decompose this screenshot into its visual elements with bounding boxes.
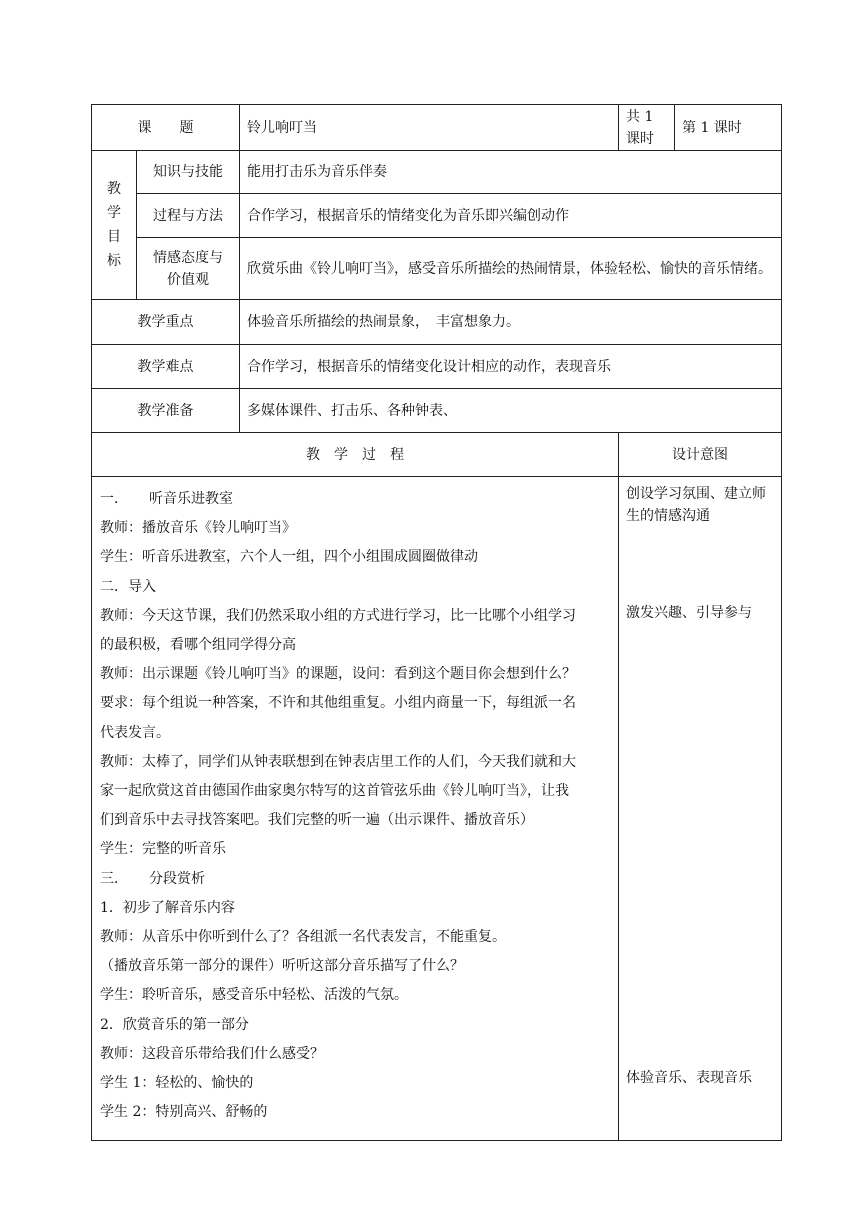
process-line: 学生：聆听音乐，感受音乐中轻松、活泼的气氛。 [100,987,408,1004]
process-line: 家一起欣赏这首由德国作曲家奥尔特写的这首管弦乐曲《铃儿响叮当》，让我 [100,783,569,800]
topic-value: 铃儿响叮当 [240,105,619,151]
process-line: 2．欣赏音乐的第一部分 [100,1016,249,1033]
emotion-values-label: 情感态度与 价值观 [137,238,240,300]
knowledge-skill-label: 知识与技能 [137,151,240,194]
knowledge-skill-value: 能用打击乐为音乐伴奏 [240,151,782,194]
process-method-label: 过程与方法 [137,194,240,238]
key-points-label: 教学重点 [92,300,240,345]
process-line: 教师：今天这节课，我们仍然采取小组的方式进行学习，比一比哪个小组学习 [100,607,576,624]
total-lessons: 共 1 课时 [619,105,675,151]
intent-content [619,477,782,1141]
process-line: 1．初步了解音乐内容 [100,899,235,916]
intent-header: 设计意图 [619,433,782,477]
topic-label: 课 题 [92,105,240,151]
difficulties-label: 教学难点 [92,345,240,389]
process-line: 一． 听音乐进教室 [100,491,233,507]
current-lesson: 第 1 课时 [675,105,782,151]
lesson-plan-table [91,104,782,1141]
process-line: 的最积极，看哪个组同学得分高 [100,637,296,654]
process-line: 学生 1：轻松的、愉快的 [100,1075,254,1092]
emotion-values-value: 欣赏乐曲《铃儿响叮当》，感受音乐所描绘的热闹情景，体验轻松、愉快的音乐情绪。 [240,238,782,300]
process-line: 学生：完整的听音乐 [100,841,226,858]
process-line: 们到音乐中去寻找答案吧。我们完整的听一遍（出示课件、播放音乐） [100,812,534,829]
process-line: 学生 2：特别高兴、舒畅的 [100,1104,268,1121]
intent-note: 创设学习氛围、建立师生的情感沟通 [626,486,766,524]
intent-note: 激发兴趣、引导参与 [626,605,752,621]
process-line: 学生：听音乐进教室，六个人一组，四个小组围成圆圈做律动 [100,549,478,566]
process-line: 代表发言。 [100,724,170,741]
process-line: 要求：每个组说一种答案，不许和其他组重复。小组内商量一下，每组派一名 [100,695,576,712]
lesson-plan [91,104,781,1141]
process-line: 教师：这段音乐带给我们什么感受？ [100,1045,324,1062]
key-points-value: 体验音乐所描绘的热闹景象， 丰富想象力。 [240,300,782,345]
process-content [92,477,619,1141]
process-header: 教 学 过 程 [92,433,619,477]
process-line: 三． 分段赏析 [100,870,205,887]
process-line: 二．导入 [100,578,156,595]
process-line: （播放音乐第一部分的课件）听听这部分音乐描写了什么？ [100,958,464,975]
process-line: 教师：从音乐中你听到什么了？各组派一名代表发言，不能重复。 [100,929,506,946]
process-line: 教师：太棒了，同学们从钟表联想到在钟表店里工作的人们，今天我们就和大 [100,753,576,770]
process-line: 教师：出示课题《铃儿响叮当》的课题，设问：看到这个题目你会想到什么？ [100,666,576,683]
intent-note: 体验音乐、表现音乐 [626,1070,752,1086]
process-method-value: 合作学习，根据音乐的情绪变化为音乐即兴编创动作 [240,194,782,238]
difficulties-value: 合作学习，根据音乐的情绪变化设计相应的动作，表现音乐 [240,345,782,389]
preparation-value: 多媒体课件、打击乐、各种钟表、 [240,389,782,433]
objectives-group-label: 教 学 目 标 [92,151,137,300]
preparation-label: 教学准备 [92,389,240,433]
process-line: 教师：播放音乐《铃儿响叮当》 [100,520,296,537]
